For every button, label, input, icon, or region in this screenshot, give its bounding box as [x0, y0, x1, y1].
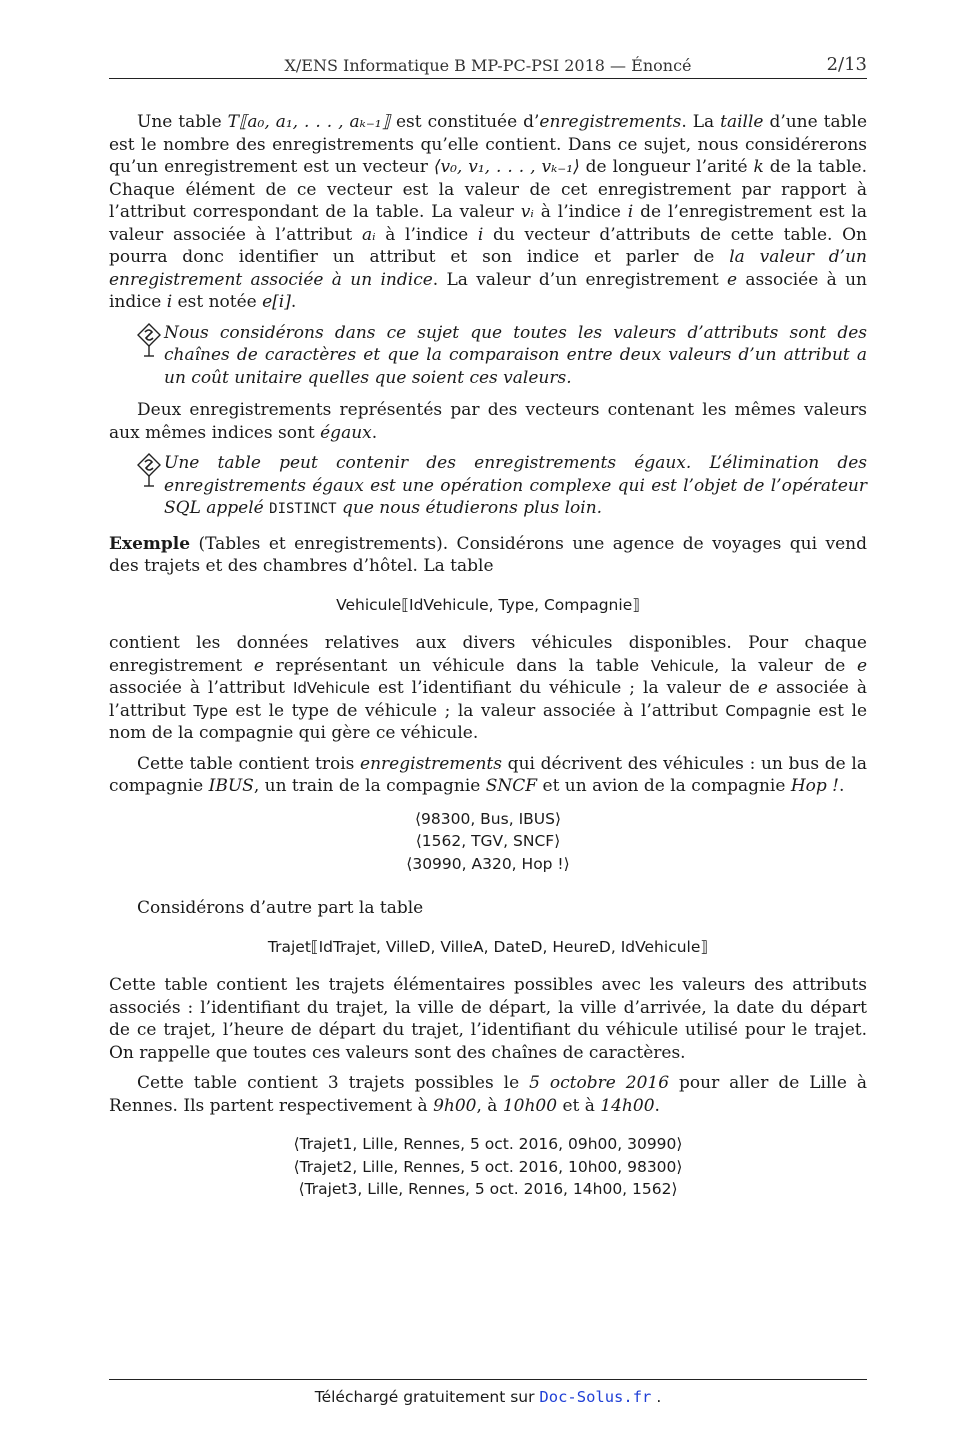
trajet-record: ⟨Trajet2, Lille, Rennes, 5 oct. 2016, 10h00, 98300⟩ [293, 1157, 683, 1176]
footer-label: Téléchargé gratuitement sur [314, 1388, 540, 1406]
text: Considérons une agence de voyages qui vend des trajets et des chambres d’hôtel. La table [109, 533, 867, 576]
company-ibus: IBUS [208, 776, 254, 796]
text: de longueur l’arité [579, 157, 754, 177]
text: Deux enregistrements représentés par des vecteurs contenant les mêmes valeurs aux mêmes indices sont [109, 400, 867, 443]
text: pour aller de Lille à Rennes. Ils partent respectivement à [109, 1073, 867, 1116]
text: contient les données relatives aux divers véhicules disponibles. Pour chaque enregistrement [109, 633, 867, 676]
page-header [109, 54, 867, 79]
paragraph-egaux [109, 399, 867, 444]
note-text: que nous étudierons plus loin. [336, 498, 603, 518]
company-sncf: SNCF [485, 776, 538, 796]
page-footer [109, 1379, 867, 1406]
example-label: Exemple [109, 533, 191, 554]
text: est l’identifiant du véhicule ; la valeur de [370, 678, 758, 698]
math-e: e [727, 269, 738, 290]
text: . [290, 292, 297, 312]
paragraph-trois-enregistrements [109, 753, 867, 798]
footer-end: . [651, 1388, 662, 1406]
text: est constituée d’ [390, 112, 540, 132]
paragraph-trajet: Cette table contient les trajets élémentaires possibles avec les valeurs des attributs associés : l’identifiant du trajet, la ville de départ, la ville d’arrivée, la date du départ de ce trajet, l’heure de départ du trajet, l’identifiant du véhicule utilisé pour le trajet. On rappelle que toutes ces valeurs sont des chaînes de caractères. [109, 975, 867, 1063]
text: . La [681, 112, 721, 132]
math-i: i [627, 202, 634, 222]
paragraph-vehicule [109, 632, 867, 745]
trajet-record: ⟨Trajet1, Lille, Rennes, 5 oct. 2016, 09h00, 30990⟩ [293, 1135, 683, 1153]
text: associée à un indice [109, 269, 867, 312]
text: qui décrivent des véhicules : un bus de la compagnie [109, 753, 867, 796]
paragraph-trois-trajets [109, 1072, 867, 1117]
text: est notée [172, 292, 263, 312]
text: et à [557, 1095, 601, 1116]
company-hop: Hop ! [790, 776, 840, 796]
text: représentant un véhicule dans la table [263, 655, 651, 676]
vehicule-record: ⟨30990, A320, Hop !⟩ [406, 854, 570, 873]
note-text: Nous considérons dans ce sujet que toutes les valeurs d’attributs sont des chaînes de caractères et que la comparaison entre deux valeurs d’un attribut a un coût unitaire quelles que soient ces valeurs. [164, 322, 867, 388]
math-e: e [757, 678, 768, 698]
text: . [371, 422, 378, 443]
text: est le type de véhicule ; la valeur associée à l’attribut [227, 700, 726, 721]
text: à l’indice [375, 224, 478, 245]
term-egaux: égaux [320, 422, 372, 443]
footer-text [109, 1388, 867, 1406]
term-enregistrements: enregistrements [539, 112, 682, 132]
warning-note [109, 322, 867, 390]
doc-solus-link[interactable]: Doc-Solus.fr [539, 1388, 652, 1406]
text: . [654, 1095, 660, 1116]
math-e-i: e[i] [262, 292, 291, 312]
text: Cette table contient 3 trajets possibles le [137, 1073, 530, 1093]
text: de l’enregistrement est la valeur associée à l’attribut [109, 202, 867, 245]
date: 5 octobre 2016 [529, 1073, 670, 1093]
time: 9h00 [433, 1095, 477, 1116]
text: d’une table est le nombre des enregistrements qu’elle contient. Dans ce sujet, nous considérerons qu’un enregistrement est un vecteur [109, 112, 868, 177]
sql-keyword: DISTINCT [269, 501, 337, 517]
trajet-record: ⟨Trajet3, Lille, Rennes, 5 oct. 2016, 14h00, 1562⟩ [298, 1180, 678, 1198]
time: 10h00 [502, 1095, 558, 1116]
paragraph-autre-table: Considérons d’autre part la table [137, 898, 424, 918]
term-enregistrements: enregistrements [360, 753, 502, 774]
text: , la valeur de [714, 655, 857, 676]
text: associée à l’attribut [109, 678, 293, 698]
math-k: k [753, 157, 764, 177]
math-e: e [253, 655, 264, 676]
text: . [839, 776, 845, 796]
vehicule-record: ⟨1562, TGV, SNCF⟩ [415, 832, 561, 850]
text: , à [476, 1095, 503, 1116]
text: à l’indice [533, 202, 628, 222]
example-title: (Tables et enregistrements). [190, 533, 449, 554]
term-taille: taille [720, 112, 764, 132]
page [109, 0, 867, 1441]
attr-vehicule: Vehicule [650, 656, 715, 675]
paragraph-example [109, 533, 867, 578]
header-title: X/ENS Informatique B MP-PC-PSI 2018 — Énoncé [284, 56, 692, 75]
time: 14h00 [600, 1095, 655, 1116]
dangerous-bend-icon [135, 452, 163, 492]
math-i: i [166, 292, 173, 312]
math-i: i [477, 224, 484, 245]
text: Une table [137, 112, 228, 132]
text: associée à l’attribut [109, 678, 867, 721]
math-table: T⟦a₀, a₁, . . . , aₖ₋₁⟧ [227, 112, 391, 132]
text: . La valeur d’un enregistrement [432, 269, 727, 290]
term-valeur: la valeur d’un enregistrement associée à un indice [109, 247, 867, 290]
math-ai: aᵢ [361, 224, 376, 245]
attr-compagnie: Compagnie [725, 701, 811, 720]
text: et un avion de la compagnie [537, 776, 791, 796]
attr-type: Type [193, 701, 228, 720]
text: du vecteur d’attributs de cette table. On pourra donc identifier un attribut et son indice et parler de [109, 224, 868, 267]
text: Cette table contient trois [137, 753, 361, 774]
note-text: Une table peut contenir des enregistrements égaux. L’élimination des enregistrements égaux est une opération complexe qui est l’objet de l’opérateur SQL appelé [164, 453, 867, 518]
vehicule-record: ⟨98300, Bus, IBUS⟩ [414, 809, 562, 828]
paragraph-table-definition [109, 111, 867, 314]
dangerous-bend-icon [135, 322, 163, 362]
math-vector: ⟨v₀, v₁, . . . , vₖ₋₁⟩ [433, 157, 580, 177]
page-number: 2/13 [826, 54, 867, 75]
text: de la table. Chaque élément de ce vecteur est la valeur de cet enregistrement par rapport à l’attribut correspondant de la table. La valeur [109, 157, 867, 222]
math-vi: vᵢ [520, 202, 534, 222]
math-e: e [856, 655, 867, 676]
vehicule-records [109, 808, 867, 876]
warning-note [109, 452, 867, 521]
text: , un train de la compagnie [253, 776, 486, 796]
attr-idvehicule: IdVehicule [292, 679, 371, 697]
formula-vehicule: Vehicule⟦IdVehicule, Type, Compagnie⟧ [336, 595, 640, 614]
text: est le nom de la compagnie qui gère ce véhicule. [109, 700, 868, 743]
formula-trajet: Trajet⟦IdTrajet, VilleD, VilleA, DateD, HeureD, IdVehicule⟧ [267, 937, 709, 956]
trajet-records [109, 1133, 867, 1201]
page-content [109, 111, 867, 1217]
